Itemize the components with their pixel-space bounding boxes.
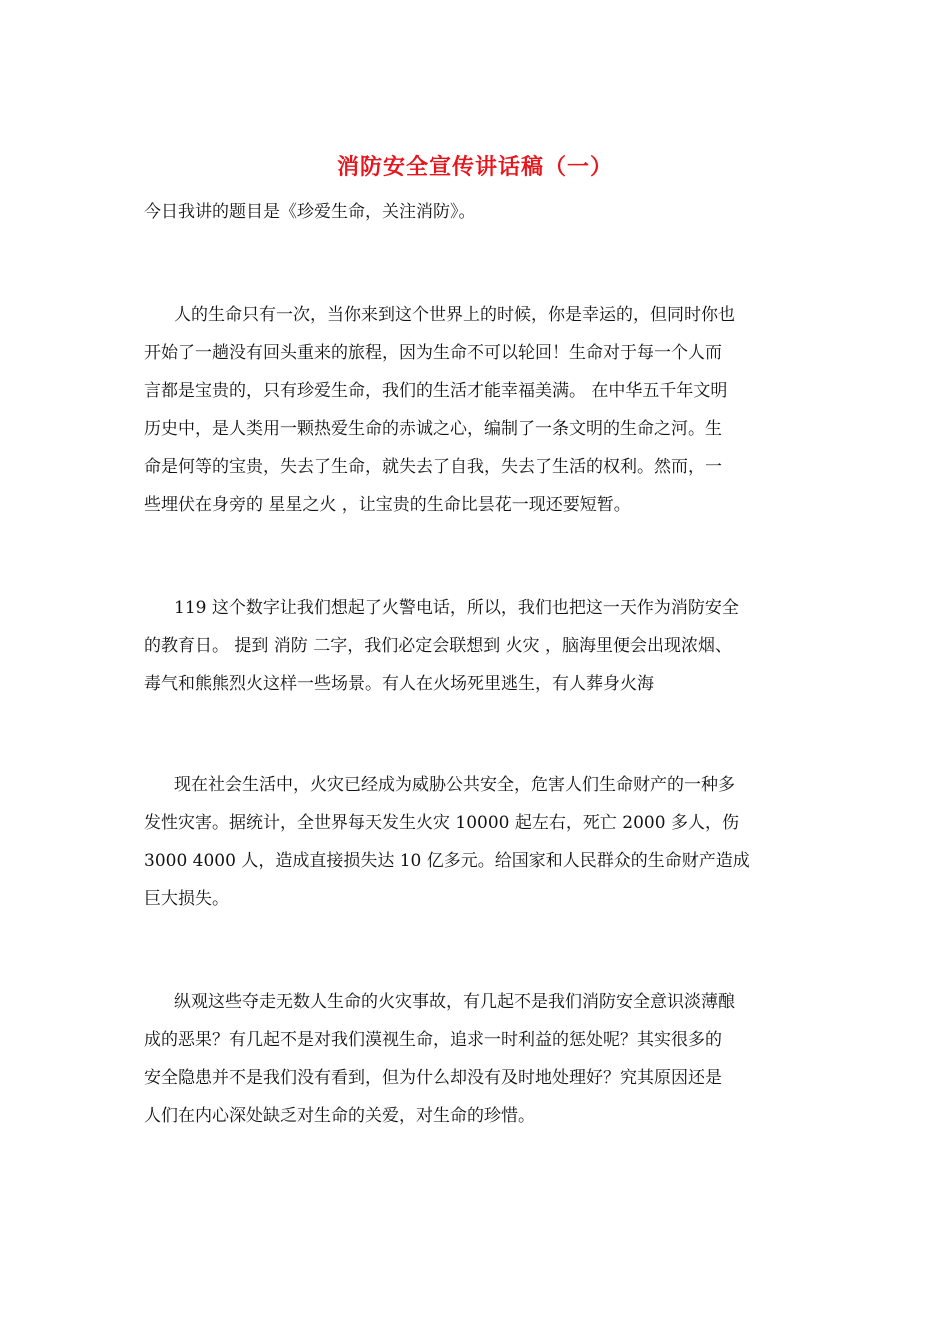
paragraph-line: 命是何等的宝贵，失去了生命，就失去了自我，失去了生活的权利。然而，一 bbox=[144, 457, 722, 477]
paragraph-line: 119 这个数字让我们想起了火警电话，所以，我们也把这一天作为消防安全 bbox=[174, 598, 739, 618]
paragraph-line: 3000 4000 人，造成直接损失达 10 亿多元。给国家和人民群众的生命财产造成 bbox=[144, 851, 750, 871]
paragraph-line: 发性灾害。据统计，全世界每天发生火灾 10000 起左右，死亡 2000 多人，伤 bbox=[144, 813, 739, 833]
paragraph-line: 人们在内心深处缺乏对生命的关爱，对生命的珍惜。 bbox=[144, 1106, 535, 1126]
paragraph-line: 些埋伏在身旁的 星星之火 ，让宝贵的生命比昙花一现还要短暂。 bbox=[144, 495, 631, 515]
page-title: 消防安全宣传讲话稿（一） bbox=[336, 154, 613, 180]
paragraph-line: 开始了一趟没有回头重来的旅程，因为生命不可以轮回！生命对于每一个人而 bbox=[144, 343, 722, 363]
paragraph-line: 言都是宝贵的，只有珍爱生命，我们的生活才能幸福美满。 在中华五千年文明 bbox=[144, 381, 728, 401]
paragraph-line: 安全隐患并不是我们没有看到，但为什么却没有及时地处理好？究其原因还是 bbox=[144, 1068, 722, 1088]
paragraph-line: 现在社会生活中，火灾已经成为威胁公共安全，危害人们生命财产的一种多 bbox=[174, 775, 735, 795]
paragraph-line: 的教育日。 提到 消防 二字，我们必定会联想到 火灾 ，脑海里便会出现浓烟、 bbox=[144, 636, 733, 656]
paragraph-line: 毒气和熊熊烈火这样一些场景。有人在火场死里逃生，有人葬身火海 bbox=[144, 674, 654, 694]
intro-line: 今日我讲的题目是《珍爱生命，关注消防》。 bbox=[144, 202, 476, 222]
paragraph-line: 历史中，是人类用一颗热爱生命的赤诚之心，编制了一条文明的生命之河。生 bbox=[144, 419, 722, 439]
paragraph-line: 人的生命只有一次，当你来到这个世界上的时候，你是幸运的，但同时你也 bbox=[174, 305, 735, 325]
paragraph-line: 纵观这些夺走无数人生命的火灾事故，有几起不是我们消防安全意识淡薄酿 bbox=[174, 992, 735, 1012]
paragraph-line: 巨大损失。 bbox=[144, 889, 229, 909]
paragraph-line: 成的恶果？有几起不是对我们漠视生命，追求一时利益的惩处呢？其实很多的 bbox=[144, 1030, 722, 1050]
